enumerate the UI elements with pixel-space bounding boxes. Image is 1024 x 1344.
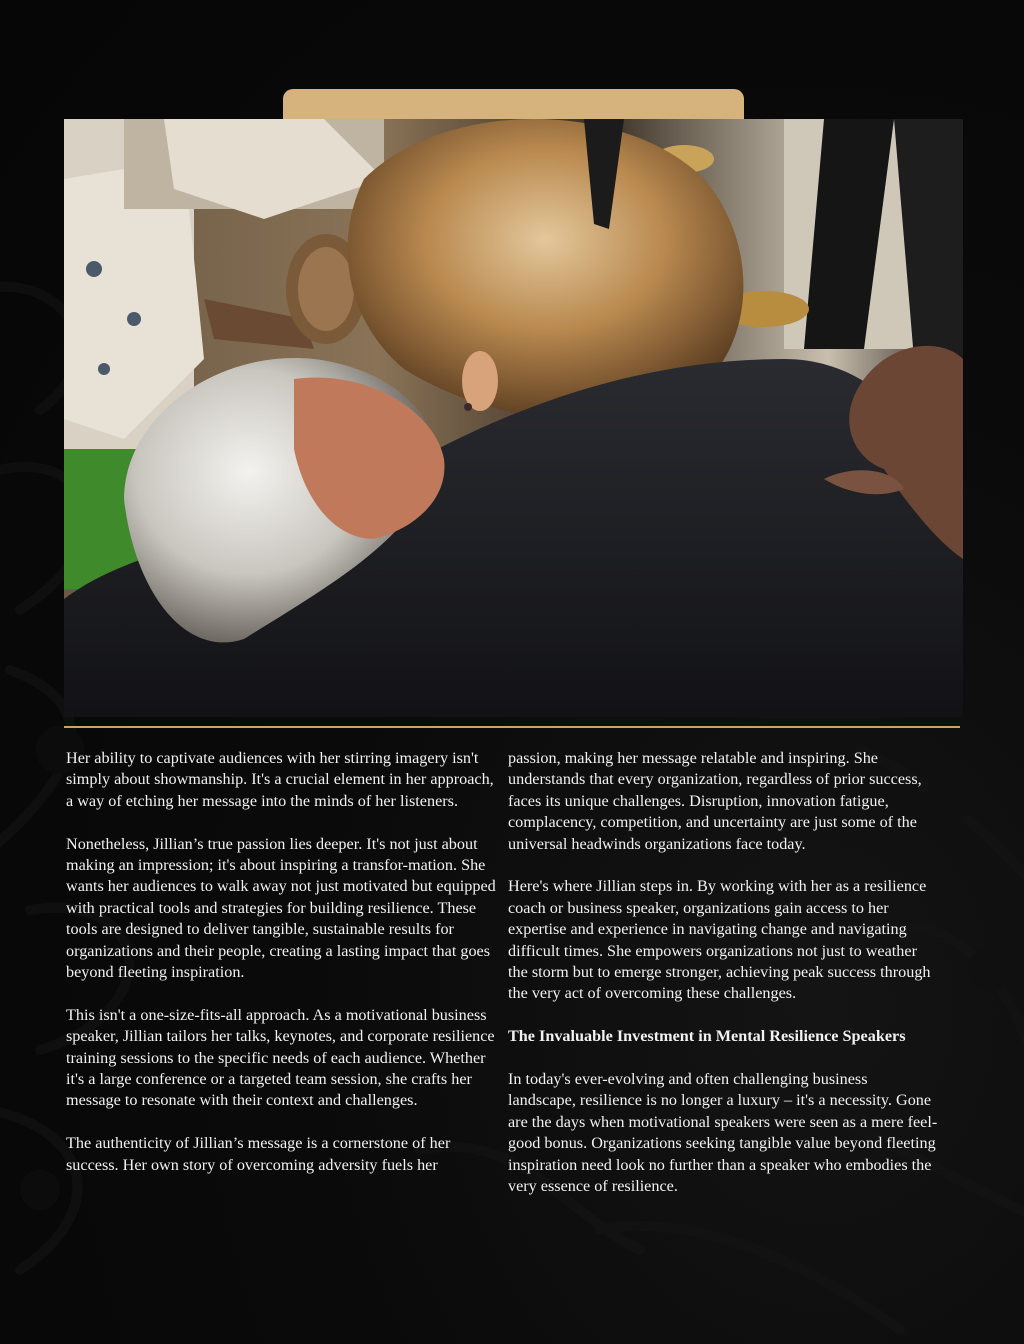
left-paragraph-4: The authenticity of Jillian’s message is a cornerstone of her success. Her own story of overcoming adversity fuels her [66,1134,451,1174]
embrace-photo [64,119,963,717]
left-paragraph-1: Her ability to captivate audiences with her stirring imagery isn't simply about showmanship. It's a crucial element in her approach, a way of etching her message into the minds of her listeners. [66,749,494,810]
right-paragraph-2: Here's where Jillian steps in. By working with her as a resilience coach or business speaker, organizations gain access to her expertise and experience in navigating change and navigating difficult times. She empowers organizations not just to weather the storm but to emerge stronger, achieving peak success through the very act of overcoming these challenges. [508,877,931,1003]
section-heading: The Invaluable Investment in Mental Resilience Speakers [508,1027,906,1046]
right-text-column [508,748,938,1219]
right-paragraph-1: passion, making her message relatable and inspiring. She understands that every organization, regardless of prior success, faces its unique challenges. Disruption, innovation fatigue, complacency, competition, and uncertainty are just some of the universal headwinds organizations face today. [508,749,922,853]
gold-divider [64,726,960,728]
left-paragraph-2: Nonetheless, Jillian’s true passion lies deeper. It's not just about making an impression; it's about inspiring a transfor-mation. She wants her audiences to walk away not just motivated but equipped with practical tools and strategies for building resilience. These tools are designed to deliver tangible, sustainable results for organizations and their people, creating a lasting impact that goes beyond fleeting inspiration. [66,834,496,982]
left-paragraph-3: This isn't a one-size-fits-all approach. As a motivational business speaker, Jillian tailors her talks, keynotes, and corporate resilience training sessions to the specific needs of each audience. Whether it's a large conference or a targeted team session, she crafts her message to resonate with their context and challenges. [66,1005,495,1110]
right-paragraph-3: In today's ever-evolving and often challenging business landscape, resilience is no longer a luxury – it's a necessity. Gone are the days when motivational speakers were seen as a mere feel-good bonus. Organizations seeking tangible value beyond fleeting inspiration need look no further than a speaker who embodies the very essence of resilience. [508,1070,938,1196]
left-text-column [66,748,496,1197]
